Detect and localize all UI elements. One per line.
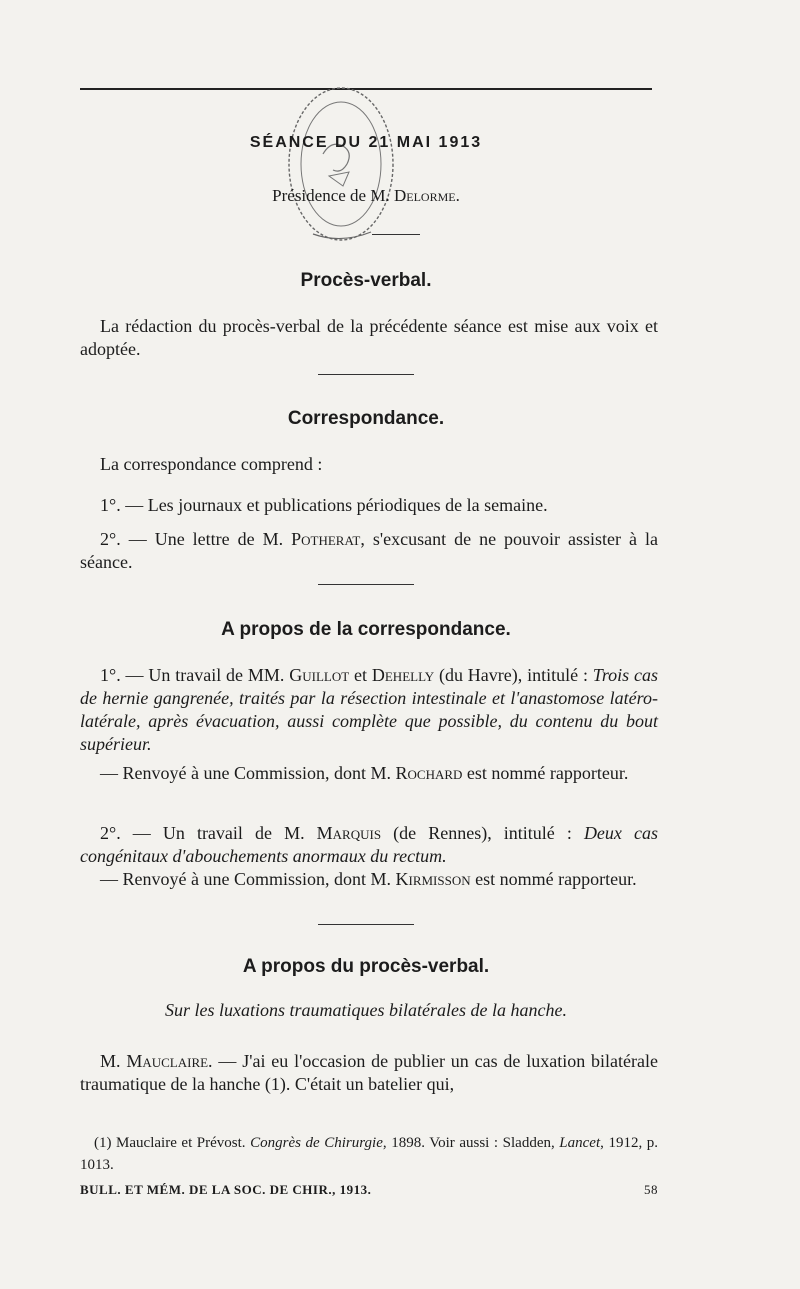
heading-correspondance: Correspondance. — [287, 408, 445, 429]
footnote-journal: Congrès de Chirurgie — [250, 1135, 383, 1151]
apropos-item-2-referral — [80, 868, 658, 891]
item-prefix: 2°. — Une lettre de M. — [100, 529, 292, 549]
correspondance-item-2 — [80, 528, 658, 574]
item-mid: (du Havre), intitulé : — [434, 665, 593, 685]
presidency-line — [80, 186, 652, 206]
footnote-end: , 1912, p. 1013. — [80, 1135, 658, 1173]
journal-reference: BULL. ET MÉM. DE LA SOC. DE CHIR., 1913. — [80, 1182, 372, 1197]
library-stamp-seal — [283, 84, 403, 249]
referral-prefix: — Renvoyé à une Commission, dont M. — [100, 869, 396, 889]
apropos-item-1-referral — [80, 762, 658, 785]
author-name: Marquis — [316, 823, 382, 843]
rapporteur-name: Kirmisson — [395, 869, 471, 889]
conjunction: et — [349, 665, 372, 685]
item-prefix: 1°. — Un travail de MM. — [100, 665, 290, 685]
author-name: Dehelly — [371, 665, 435, 685]
apropos-item-1 — [80, 664, 658, 756]
page-number: 58 — [644, 1182, 658, 1197]
divider — [318, 924, 414, 925]
work-title: Trois cas de hernie gangrenée, traités par la résection intestinale et l'anastomose latéro-latérale, après évacuation, aussi complète que possible, du contenu du bout supérieur. — [80, 665, 658, 754]
mauclaire-text — [80, 1050, 658, 1096]
footnote-ref: (1) Mauclaire et Prévost. — [94, 1135, 251, 1151]
proces-verbal-text: La rédaction du procès-verbal de la précédente séance est mise aux voix et adoptée. — [80, 316, 658, 359]
referral-suffix: est nommé rapporteur. — [470, 869, 637, 889]
president-name: Delorme. — [393, 186, 460, 205]
divider — [318, 584, 414, 585]
divider — [372, 234, 420, 235]
footnote-journal-2: Lancet — [559, 1135, 601, 1151]
rapporteur-name: Rochard — [395, 763, 463, 783]
presidency-prefix: Présidence de M. — [272, 186, 394, 205]
correspondance-item-1: 1°. — Les journaux et publications périodiques de la semaine. — [100, 495, 548, 515]
footnote-mid: , 1898. Voir aussi : Sladden, — [382, 1135, 560, 1151]
correspondance-intro: La correspondance comprend : — [100, 454, 323, 474]
article-subtitle: Sur les luxations traumatiques bilatérales de la hanche. — [165, 1000, 567, 1020]
speech-text: — J'ai eu l'occasion de publier un cas de luxation bilatérale traumatique de la hanche (1). C'était un batelier qui, — [80, 1051, 658, 1094]
heading-proces-verbal: Procès-verbal. — [300, 270, 432, 291]
author-name: Guillot — [289, 665, 350, 685]
item-suffix: , s'excusant de ne pouvoir assister à la séance. — [80, 529, 659, 572]
referral-prefix: — Renvoyé à une Commission, dont M. — [100, 763, 396, 783]
work-title: Deux cas congénitaux d'abouchements anormaux du rectum. — [80, 823, 658, 866]
page-footer — [80, 1182, 658, 1198]
heading-apropos-correspondance: A propos de la correspondance. — [221, 619, 511, 640]
item-mid: (de Rennes), intitulé : — [381, 823, 584, 843]
author-name: Potherat — [291, 529, 361, 549]
referral-suffix: est nommé rapporteur. — [462, 763, 629, 783]
footnote — [80, 1132, 658, 1176]
speaker-name: M. Mauclaire. — [100, 1051, 213, 1071]
heading-apropos-proces-verbal: A propos du procès-verbal. — [242, 956, 490, 977]
item-prefix: 2°. — Un travail de M. — [100, 823, 317, 843]
session-title: SÉANCE DU 21 MAI 1913 — [249, 134, 483, 151]
apropos-item-2 — [80, 822, 658, 868]
divider — [318, 374, 414, 375]
